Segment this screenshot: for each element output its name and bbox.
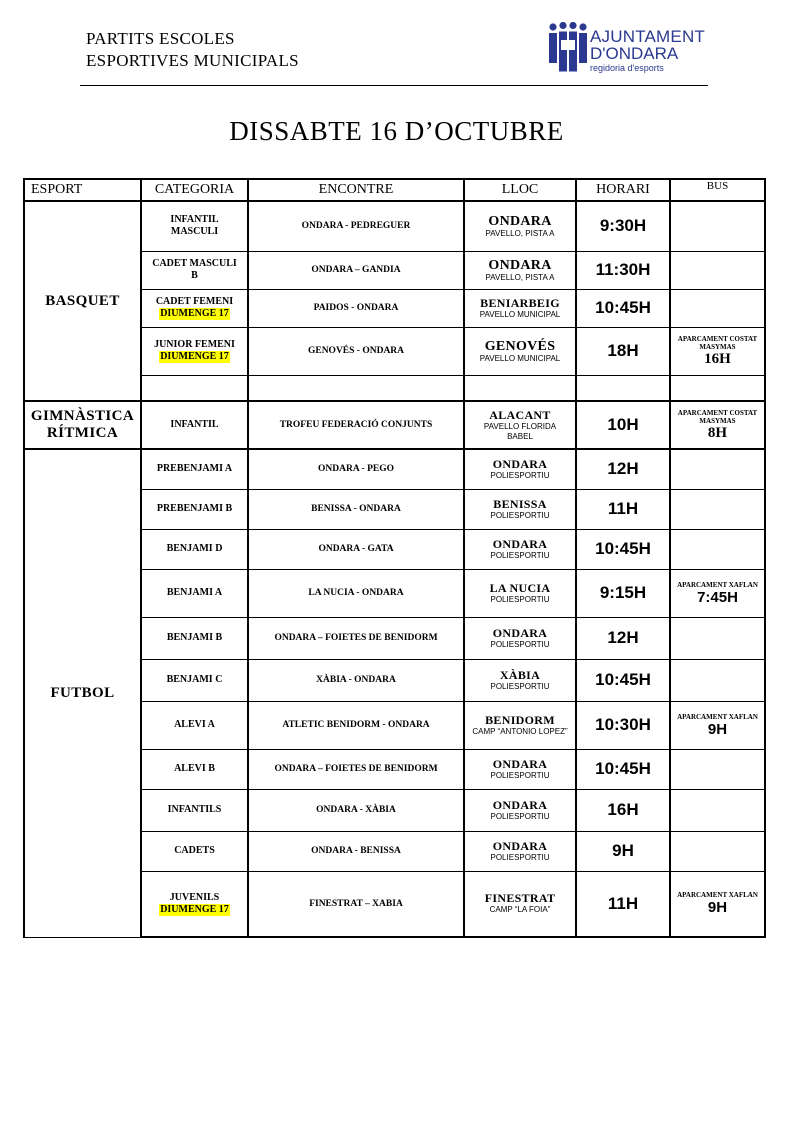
lloc-name: ONDARA	[492, 536, 548, 551]
bus-time: 7:45H	[697, 588, 738, 606]
horari-time: 12H	[607, 459, 639, 479]
horari-time: 10:45H	[595, 759, 651, 778]
horari-time: 10:45H	[595, 298, 651, 317]
categoria-label: BENJAMI C	[166, 674, 223, 685]
sport-name: BASQUET	[45, 292, 120, 309]
lloc-detail: PAVELLO MUNICIPAL	[479, 309, 561, 319]
bus-cell	[670, 529, 765, 569]
categoria-label: INFANTIL	[170, 214, 219, 226]
encontre-cell	[248, 701, 464, 749]
lloc-cell	[464, 289, 576, 327]
horari-cell	[576, 251, 670, 289]
header-divider	[80, 85, 708, 86]
lloc-name: ONDARA	[492, 756, 548, 771]
horari-cell	[576, 831, 670, 871]
encontre-label: LA NUCIA - ONDARA	[308, 588, 404, 598]
encontre-label: ONDARA – FOIETES DE BENIDORM	[274, 764, 438, 774]
bus-cell	[670, 289, 765, 327]
horari-cell	[576, 749, 670, 789]
bus-cell	[670, 659, 765, 701]
lloc-detail: CAMP “LA FOIA”	[489, 905, 551, 915]
horari-time: 16H	[607, 800, 639, 819]
lloc-cell	[464, 871, 576, 937]
lloc-name: FINESTRAT	[484, 891, 556, 906]
bus-time: 8H	[707, 424, 728, 441]
categoria-label: JUNIOR FEMENI	[154, 339, 235, 350]
horari-time: 18H	[607, 341, 639, 360]
horari-cell	[576, 327, 670, 375]
bus-note: APARCAMENT COSTAT	[677, 408, 758, 417]
lloc-cell	[464, 749, 576, 789]
encontre-label: XÀBIA - ONDARA	[316, 675, 396, 685]
lloc-cell	[464, 617, 576, 659]
categoria-cell	[141, 449, 248, 489]
categoria-label-2: MASCULI	[170, 226, 219, 238]
encontre-label: ONDARA - XÀBIA	[316, 805, 396, 815]
table-row	[24, 401, 765, 449]
header-line-2: ESPORTIVES MUNICIPALS	[86, 51, 299, 70]
categoria-cell	[141, 251, 248, 289]
encontre-cell	[248, 789, 464, 831]
bus-time: 9H	[707, 899, 728, 917]
bus-cell	[670, 449, 765, 489]
encontre-cell	[248, 489, 464, 529]
encontre-label: GENOVÉS - ONDARA	[307, 346, 405, 356]
encontre-cell	[248, 449, 464, 489]
lloc-cell	[464, 659, 576, 701]
lloc-detail: POLIESPORTIU	[490, 594, 550, 604]
horari-cell	[576, 569, 670, 617]
lloc-cell	[464, 789, 576, 831]
ajuntament-logo	[548, 22, 708, 78]
lloc-cell	[464, 489, 576, 529]
encontre-label: ONDARA – FOIETES DE BENIDORM	[274, 633, 438, 643]
encontre-cell	[248, 831, 464, 871]
encontre-cell	[248, 327, 464, 375]
categoria-cell	[141, 569, 248, 617]
bus-cell	[670, 327, 765, 375]
categoria-label: CADETS	[174, 845, 215, 856]
lloc-name: BENIARBEIG	[480, 295, 560, 310]
col-header-categoria: CATEGORIA	[141, 179, 248, 201]
lloc-name: ONDARA	[492, 838, 548, 853]
sport-name: GIMNÀSTICA	[30, 408, 135, 424]
lloc-cell	[464, 327, 576, 375]
categoria-label-2: B	[191, 270, 198, 281]
categoria-cell	[141, 871, 248, 937]
lloc-name: ONDARA	[488, 213, 552, 229]
lloc-detail: POLIESPORTIU	[490, 639, 550, 649]
encontre-label: ONDARA - GATA	[318, 544, 394, 554]
col-header-encontre: ENCONTRE	[248, 179, 464, 201]
lloc-name: GENOVÉS	[484, 338, 556, 354]
encontre-label: TROFEU FEDERACIÓ CONJUNTS	[279, 420, 433, 430]
lloc-cell	[464, 569, 576, 617]
lloc-detail: POLIESPORTIU	[490, 811, 550, 821]
horari-cell	[576, 401, 670, 449]
encontre-cell	[248, 289, 464, 327]
categoria-label: INFANTILS	[167, 804, 222, 815]
horari-cell	[576, 449, 670, 489]
encontre-cell	[248, 375, 464, 401]
horari-time: 9H	[612, 841, 634, 860]
lloc-detail: POLIESPORTIU	[490, 770, 550, 780]
lloc-cell	[464, 831, 576, 871]
logo-figures-icon	[548, 22, 588, 76]
categoria-label: CADET MASCULI	[152, 258, 237, 269]
lloc-name: XÀBIA	[499, 667, 541, 682]
lloc-cell	[464, 449, 576, 489]
horari-cell	[576, 789, 670, 831]
horari-cell	[576, 201, 670, 251]
categoria-cell	[141, 617, 248, 659]
encontre-cell	[248, 871, 464, 937]
lloc-name: BENISSA	[493, 496, 547, 511]
horari-time: 9:15H	[599, 583, 647, 602]
logo-line-1: AJUNTAMENT	[590, 27, 706, 46]
bus-cell	[670, 871, 765, 937]
encontre-cell	[248, 617, 464, 659]
lloc-cell	[464, 401, 576, 449]
categoria-cell	[141, 401, 248, 449]
lloc-name: ALACANT	[489, 407, 551, 422]
lloc-cell	[464, 701, 576, 749]
bus-time: 9H	[707, 720, 728, 738]
horari-cell	[576, 375, 670, 401]
categoria-cell	[141, 789, 248, 831]
date-highlight: DIUMENGE 17	[160, 351, 229, 362]
sport-cell	[24, 449, 141, 937]
categoria-cell	[141, 659, 248, 701]
categoria-cell	[141, 489, 248, 529]
categoria-cell	[141, 749, 248, 789]
lloc-detail: POLIESPORTIU	[490, 681, 550, 691]
lloc-cell	[464, 251, 576, 289]
encontre-cell	[248, 749, 464, 789]
categoria-label: BENJAMI B	[166, 632, 223, 643]
encontre-label: ONDARA - PEGO	[318, 464, 394, 475]
table-row	[24, 201, 765, 251]
horari-cell	[576, 489, 670, 529]
lloc-cell	[464, 201, 576, 251]
schedule-table	[23, 178, 766, 938]
categoria-label: PREBENJAMI A	[156, 463, 233, 475]
bus-cell	[670, 749, 765, 789]
col-header-horari: HORARI	[576, 179, 670, 201]
encontre-label: BENISSA - ONDARA	[311, 504, 401, 514]
categoria-cell	[141, 201, 248, 251]
lloc-name: LA NUCIA	[489, 580, 551, 595]
sport-cell	[24, 201, 141, 401]
categoria-label: ALEVI B	[174, 763, 215, 774]
logo-line-2: D'ONDARA	[590, 44, 679, 63]
col-header-lloc: LLOC	[464, 179, 576, 201]
horari-cell	[576, 659, 670, 701]
page-title: DISSABTE 16 D’OCTUBRE	[229, 116, 564, 146]
encontre-cell	[248, 201, 464, 251]
horari-time: 11:30H	[595, 260, 651, 279]
encontre-cell	[248, 251, 464, 289]
categoria-cell	[141, 701, 248, 749]
horari-cell	[576, 617, 670, 659]
col-header-bus: BUS	[670, 179, 765, 201]
col-header-esport: ESPORT	[24, 179, 141, 201]
encontre-cell	[248, 529, 464, 569]
bus-cell	[670, 617, 765, 659]
header-line-1: PARTITS ESCOLES	[86, 29, 235, 48]
encontre-label: ONDARA - PEDREGUER	[301, 221, 411, 232]
table-row	[24, 449, 765, 489]
bus-cell	[670, 789, 765, 831]
lloc-name: ONDARA	[492, 456, 548, 471]
bus-note: APARCAMENT XAFLAN	[677, 712, 758, 721]
lloc-name: ONDARA	[492, 797, 548, 812]
bus-note: APARCAMENT XAFLAN	[677, 891, 758, 900]
categoria-label: JUVENILS	[169, 891, 220, 903]
lloc-name: ONDARA	[492, 625, 548, 640]
bus-cell	[670, 569, 765, 617]
categoria-cell	[141, 529, 248, 569]
lloc-detail: POLIESPORTIU	[490, 852, 550, 862]
lloc-cell	[464, 375, 576, 401]
bus-time: 16H	[704, 350, 731, 367]
table-header-row	[24, 179, 765, 201]
categoria-cell	[141, 289, 248, 327]
lloc-detail-2: BABEL	[507, 431, 533, 441]
lloc-detail: PAVELLO, PISTA A	[485, 228, 555, 238]
encontre-label: FINESTRAT – XABIA	[309, 898, 403, 909]
logo-line-3: regidoria d'esports	[590, 63, 664, 73]
encontre-label: PAIDOS - ONDARA	[313, 303, 399, 313]
lloc-detail: PAVELLO, PISTA A	[485, 272, 555, 282]
bus-note-2: MASYMAS	[699, 342, 736, 351]
lloc-detail: PAVELLO FLORIDA	[483, 421, 557, 431]
document-header	[86, 28, 299, 72]
encontre-cell	[248, 569, 464, 617]
bus-cell	[670, 251, 765, 289]
encontre-cell	[248, 401, 464, 449]
sport-name: RÍTMICA	[46, 425, 119, 441]
categoria-cell	[141, 375, 248, 401]
categoria-label: BENJAMI A	[166, 587, 223, 598]
categoria-label: BENJAMI D	[166, 543, 223, 554]
lloc-cell	[464, 529, 576, 569]
categoria-label: CADET FEMENI	[155, 296, 234, 307]
bus-cell	[670, 831, 765, 871]
horari-time: 9:30H	[599, 216, 647, 236]
lloc-detail: PAVELLO MUNICIPAL	[479, 353, 561, 363]
categoria-label: ALEVI A	[174, 719, 215, 730]
lloc-detail: POLIESPORTIU	[490, 510, 550, 520]
horari-time: 10:45H	[595, 670, 651, 689]
bus-cell	[670, 701, 765, 749]
lloc-detail: POLIESPORTIU	[490, 550, 550, 560]
encontre-label: ONDARA – GANDIA	[311, 265, 401, 275]
lloc-name: ONDARA	[488, 257, 552, 273]
horari-time: 11H	[607, 499, 639, 518]
sport-cell	[24, 401, 141, 449]
categoria-cell	[141, 327, 248, 375]
horari-cell	[576, 871, 670, 937]
lloc-detail: CAMP “ANTONIO LOPEZ”	[472, 726, 568, 736]
horari-cell	[576, 529, 670, 569]
horari-cell	[576, 701, 670, 749]
bus-note-2: MASYMAS	[699, 416, 736, 425]
lloc-detail: POLIESPORTIU	[490, 470, 550, 480]
bus-cell	[670, 401, 765, 449]
encontre-label: ONDARA - BENISSA	[311, 846, 401, 856]
bus-cell	[670, 489, 765, 529]
bus-note: APARCAMENT COSTAT	[677, 334, 758, 343]
bus-note: APARCAMENT XAFLAN	[677, 580, 758, 589]
encontre-cell	[248, 659, 464, 701]
bus-cell	[670, 375, 765, 401]
horari-cell	[576, 289, 670, 327]
sport-name: FUTBOL	[50, 684, 115, 701]
date-highlight: DIUMENGE 17	[160, 308, 229, 319]
categoria-label: PREBENJAMI B	[156, 503, 233, 514]
categoria-label: INFANTIL	[170, 419, 219, 430]
horari-time: 10:45H	[595, 539, 651, 558]
horari-time: 10:30H	[595, 715, 651, 734]
lloc-name: BENIDORM	[485, 712, 555, 727]
bus-cell	[670, 201, 765, 251]
horari-time: 10H	[607, 415, 639, 434]
horari-time: 12H	[607, 628, 639, 647]
date-highlight: DIUMENGE 17	[160, 903, 229, 915]
categoria-cell	[141, 831, 248, 871]
encontre-label: ATLETIC BENIDORM - ONDARA	[282, 720, 430, 730]
horari-time: 11H	[607, 893, 639, 913]
